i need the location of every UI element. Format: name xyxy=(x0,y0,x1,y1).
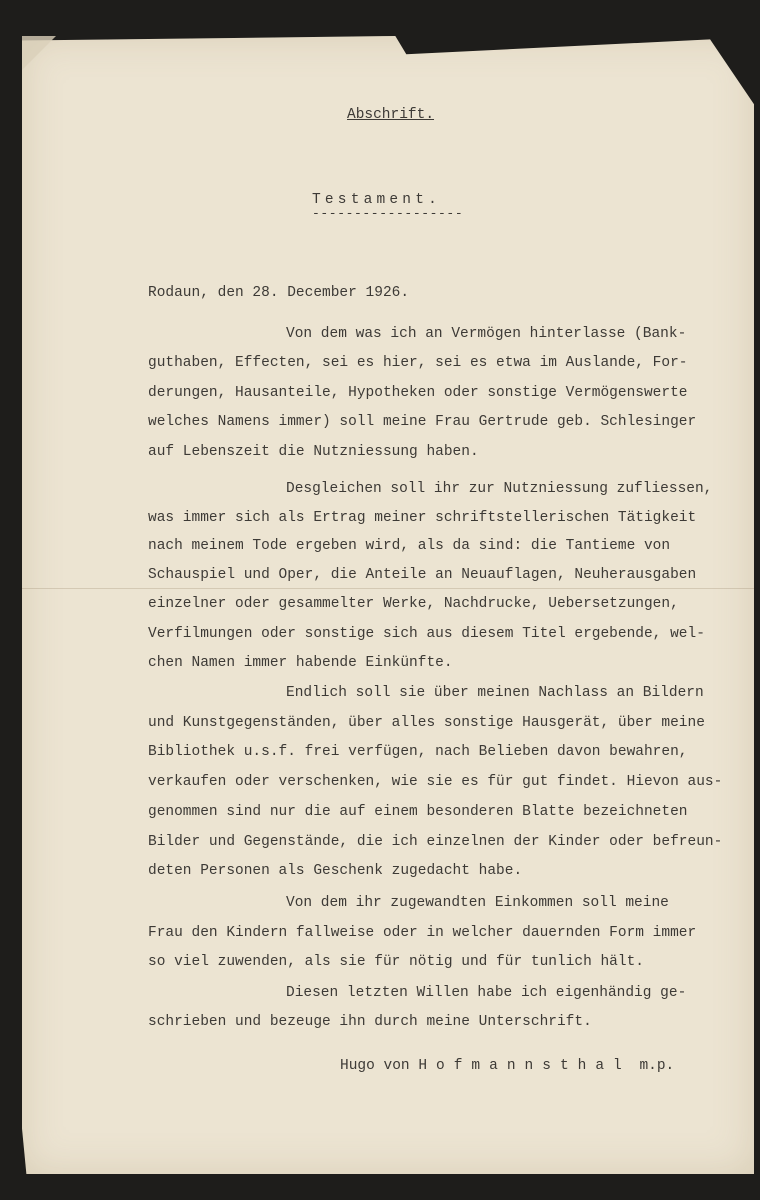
signature-suffix: m.p. xyxy=(639,1058,675,1074)
place-date: Rodaun, den 28. December 1926. xyxy=(148,285,410,301)
fold-line xyxy=(22,588,754,589)
text-line: chen Namen immer habende Einkünfte. xyxy=(148,655,453,671)
text-line: Bilder und Gegenstände, die ich einzelnen der Kinder oder befreun- xyxy=(148,834,723,850)
text-line: was immer sich als Ertrag meiner schriftstellerischen Tätigkeit xyxy=(148,510,697,526)
text-line: verkaufen oder verschenken, wie sie es für gut findet. Hievon aus- xyxy=(148,774,723,790)
text-line: welches Namens immer) soll meine Frau Gertrude geb. Schlesinger xyxy=(148,414,697,430)
signature-first: Hugo von xyxy=(340,1058,410,1074)
heading-abschrift: Abschrift. xyxy=(347,107,435,123)
text-line: Bibliothek u.s.f. frei verfügen, nach Belieben davon bewahren, xyxy=(148,744,688,760)
text-line: schrieben und bezeuge ihn durch meine Unterschrift. xyxy=(148,1014,592,1030)
folded-corner xyxy=(22,36,56,70)
text-line: auf Lebenszeit die Nutzniessung haben. xyxy=(148,444,479,460)
text-line: so viel zuwenden, als sie für nötig und für tunlich hält. xyxy=(148,954,644,970)
text-line: guthaben, Effecten, sei es hier, sei es etwa im Auslande, For- xyxy=(148,355,688,371)
text-line: nach meinem Tode ergeben wird, als da sind: die Tantieme von xyxy=(148,538,671,554)
signature xyxy=(340,1058,674,1074)
title-underline: ------------------ xyxy=(312,206,464,221)
text-line: derungen, Hausanteile, Hypotheken oder sonstige Vermögenswerte xyxy=(148,385,688,401)
text-line: und Kunstgegenständen, über alles sonstige Hausgerät, über meine xyxy=(148,715,705,731)
text-line: Desgleichen soll ihr zur Nutzniessung zufliessen, xyxy=(286,481,713,497)
text-line: Von dem was ich an Vermögen hinterlasse (Bank- xyxy=(286,326,687,342)
text-line: Von dem ihr zugewandten Einkommen soll meine xyxy=(286,895,669,911)
text-line: deten Personen als Geschenk zugedacht habe. xyxy=(148,863,523,879)
text-line: Verfilmungen oder sonstige sich aus diesem Titel ergebende, wel- xyxy=(148,626,705,642)
text-line: genommen sind nur die auf einem besonderen Blatte bezeichneten xyxy=(148,804,688,820)
document-title: Testament. xyxy=(312,192,442,208)
text-line: Frau den Kindern fallweise oder in welcher dauernden Form immer xyxy=(148,925,697,941)
text-line: einzelner oder gesammelter Werke, Nachdrucke, Uebersetzungen, xyxy=(148,596,679,612)
signature-surname: Hofmannsthal xyxy=(418,1058,631,1074)
text-line: Diesen letzten Willen habe ich eigenhändig ge- xyxy=(286,985,687,1001)
text-line: Schauspiel und Oper, die Anteile an Neuauflagen, Neuherausgaben xyxy=(148,567,697,583)
text-line: Endlich soll sie über meinen Nachlass an Bildern xyxy=(286,685,704,701)
